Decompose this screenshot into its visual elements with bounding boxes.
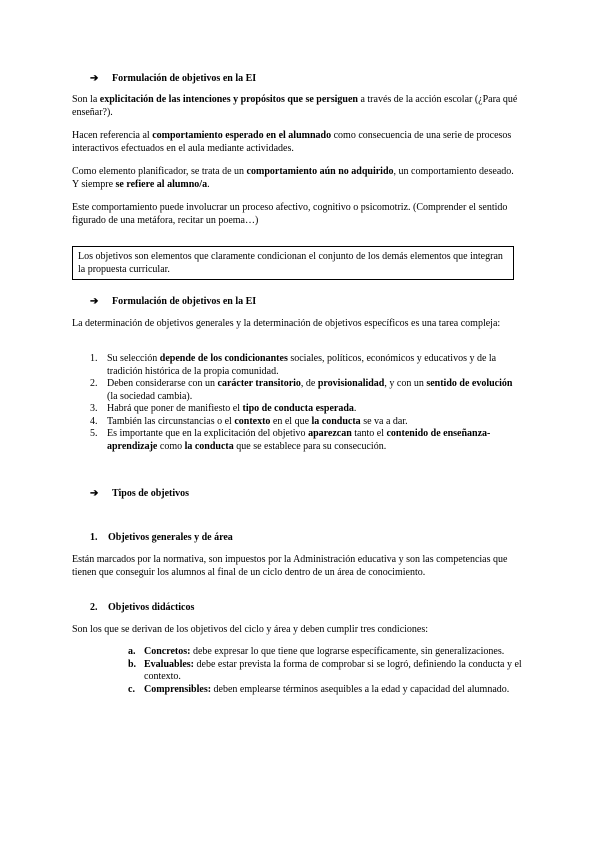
heading-text: Formulación de objetivos en la EI [112, 73, 257, 84]
section-heading-formulacion-1 [90, 73, 256, 86]
arrow-right-icon: ➔ [90, 488, 99, 499]
list-item: 5. Es importante que en la explicitación del objetivo aparezcan tanto el contenido de enseñanza-aprendizaje como la conducta que se establece para su consecución. [90, 428, 491, 452]
list-item: 4. También las circunstancias o el contexto en el que la conducta se va a dar. [90, 415, 408, 427]
arrow-right-icon: ➔ [90, 73, 99, 84]
paragraph-proceso: Este comportamiento puede involucrar un proceso afectivo, cognitivo o psicomotriz. (Comprender el sentido figurado de una metáfora, recitar un poema…) [72, 202, 508, 226]
list-item: c. Comprensibles: deben emplearse términos asequibles a la edad y capacidad del alumnado. [128, 683, 510, 695]
arrow-right-icon: ➔ [90, 296, 99, 307]
list-item: a. Concretos: debe expresar lo que tiene que lograrse específicamente, sin generalizaciones. [128, 646, 505, 657]
paragraph-planificador: Como elemento planificador, se trata de un comportamiento aún no adquirido, un comportamiento deseado. Y siempre se refiere al alumno/a. [72, 166, 514, 190]
paragraph-objetivos-generales: Están marcados por la normativa, son impuestos por la Administración educativa y son las competencias que tienen que conseguir los alumnos al final de un ciclo dentro de un área de conocimiento. [72, 554, 508, 578]
subheading-objetivos-didacticos: 2. Objetivos didácticos [90, 602, 195, 613]
paragraph-objetivos-didacticos: Son los que se derivan de los objetivos del ciclo y área y deben cumplir tres condiciones: [72, 624, 429, 635]
list-item: 3. Habrá que poner de manifiesto el tipo de conducta esperada. [90, 403, 357, 414]
highlight-box: Los objetivos son elementos que claramente condicionan el conjunto de los demás elementos que integran la propuesta curricular. [72, 246, 514, 280]
section-heading-formulacion-2 [90, 296, 256, 309]
section-heading-tipos [90, 488, 189, 501]
lettered-list-condiciones [128, 646, 528, 696]
heading-text: Formulación de objetivos en la EI [112, 296, 257, 307]
subheading-objetivos-generales: 1. Objetivos generales y de área [90, 532, 233, 543]
heading-text: Tipos de objetivos [112, 488, 190, 499]
list-item: 1. Su selección depende de los condicionantes sociales, políticos, económicos y educativos y de la tradición histórica de la propia comunidad. [90, 353, 497, 377]
paragraph-determinacion: La determinación de objetivos generales y la determinación de objetivos específicos es una tarea compleja: [72, 318, 501, 329]
list-item: 2. Deben considerarse con un carácter transitorio, de provisionalidad, y con un sentido de evolución (la sociedad cambia). [90, 378, 513, 402]
paragraph-explicitacion: Son la explicitación de las intenciones y propósitos que se persiguen a través de la acción escolar (¿Para qué enseñar?). [72, 94, 518, 118]
paragraph-comportamiento: Hacen referencia al comportamiento esperado en el alumnado como consecuencia de una serie de procesos interactivos efectuados en el aula mediante actividades. [72, 130, 512, 154]
list-item: b. Evaluables: debe estar prevista la forma de comprobar si se logró, definiendo la conducta y el contexto. [128, 658, 522, 682]
numbered-list-condiciones [72, 353, 522, 453]
